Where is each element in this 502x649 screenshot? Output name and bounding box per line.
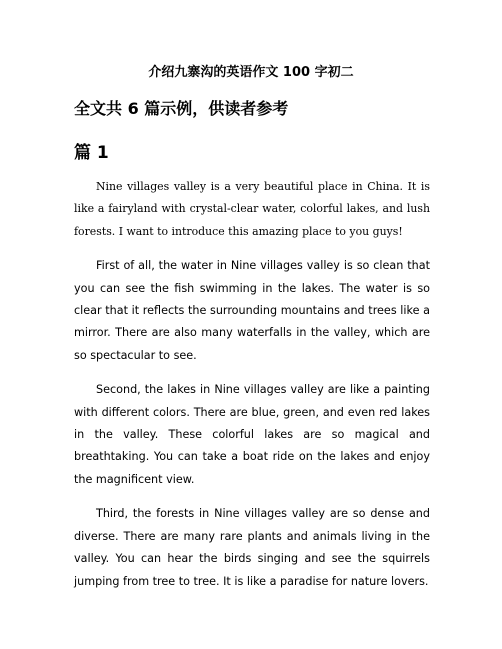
section-heading: 篇 1 <box>74 143 109 163</box>
paragraph-3: Second, the lakes in Nine villages valley are like a painting with different colors. There are blue, green, and even red lakes in the valley. These colorful lakes are so magical and breathtaking. You can take a boat ride on the lakes and enjoy the magnificent view. <box>74 383 430 486</box>
paragraph-2: First of all, the water in Nine villages valley is so clean that you can see the fish swimming in the lakes. The water is so clear that it reflects the surrounding mountains and trees like a mirror. There are also many waterfalls in the valley, which are so spectacular to see. <box>74 259 430 362</box>
document-subtitle: 全文共 6 篇示例，供读者参考 <box>74 99 289 118</box>
paragraph-4: Third, the forests in Nine villages valley are so dense and diverse. There are many rare plants and animals living in the valley. You can hear the birds singing and see the squirrels jumping from tree to tree. It is like a paradise for nature lovers. <box>74 507 430 588</box>
paragraph-1: Nine villages valley is a very beautiful place in China. It is like a fairyland with crystal-clear water, colorful lakes, and lush forests. I want to introduce this amazing place to you guys! <box>74 180 430 238</box>
article-body <box>74 176 430 593</box>
document-title: 介绍九寨沟的英语作文 100 字初二 <box>148 65 354 80</box>
